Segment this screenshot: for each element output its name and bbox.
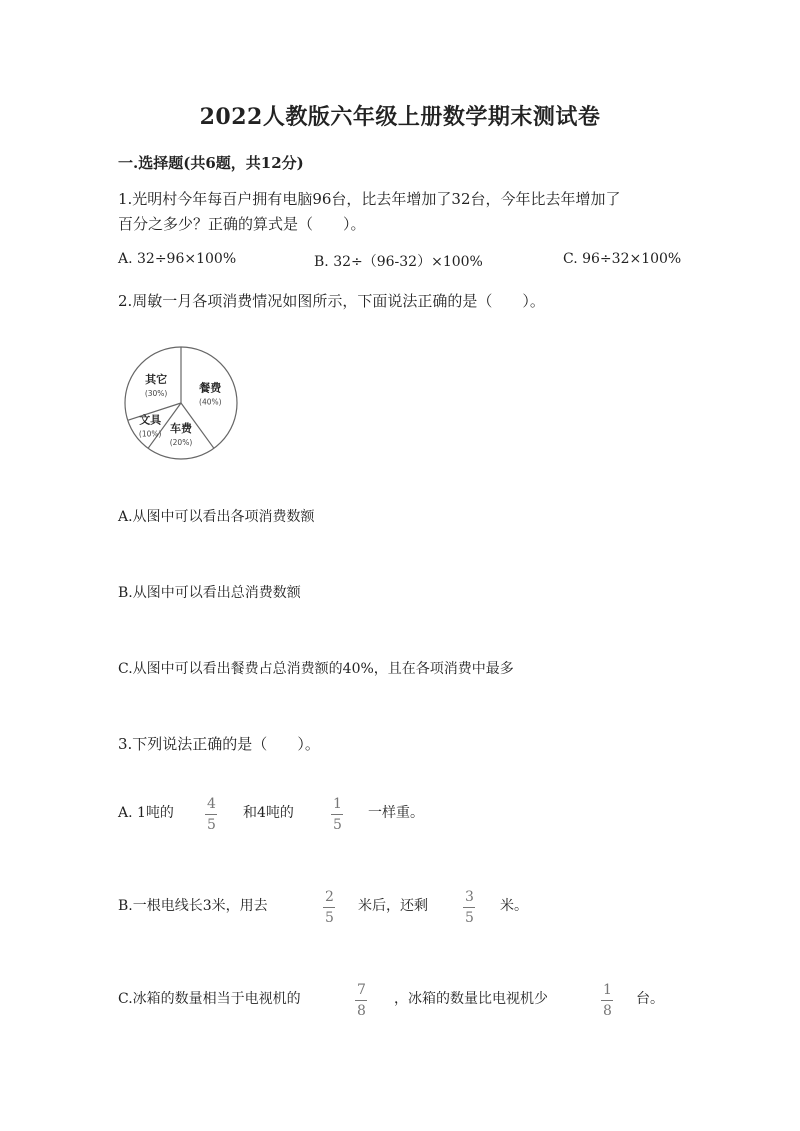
denominator: 5 [325, 910, 334, 926]
q3-option-b-part1: B.一根电线长3米，用去 [118, 898, 268, 914]
pie-slice-percent: (40%) [199, 397, 222, 407]
pie-chart [118, 340, 244, 466]
q3-option-c-part1: C.冰箱的数量相当于电视机的 [118, 991, 301, 1007]
section-heading: 一.选择题(共6题，共12分) [118, 154, 304, 172]
q3-option-a-fraction2 [330, 797, 345, 832]
denominator: 8 [603, 1003, 612, 1019]
q3-option-a-part1: A. 1吨的 [118, 805, 174, 821]
q3-option-a-part2: 和4吨的 [243, 805, 294, 821]
q1-option-a: A. 32÷96×100% [118, 251, 237, 267]
fraction-bar [205, 814, 217, 815]
q3-option-c-part2: ，冰箱的数量比电视机少 [394, 991, 548, 1007]
pie-slice-label: 餐费 [199, 381, 222, 395]
numerator: 4 [207, 796, 216, 812]
fraction-bar [355, 1000, 367, 1001]
q3-option-a-fraction1 [204, 797, 219, 832]
q3-option-b-part3: 米。 [500, 898, 528, 914]
q3-option-c-part3: 台。 [636, 991, 664, 1007]
numerator: 3 [465, 889, 474, 905]
numerator: 2 [325, 889, 334, 905]
fraction-bar [323, 907, 335, 908]
pie-slice-percent: (10%) [138, 429, 162, 439]
q1-option-c: C. 96÷32×100% [563, 251, 682, 267]
pie-slice-label: 车费 [170, 421, 192, 435]
denominator: 5 [465, 910, 474, 926]
q3-option-c-fraction1 [354, 983, 369, 1018]
pie-slice-percent: (20%) [169, 437, 193, 447]
numerator: 7 [357, 982, 366, 998]
q3-text: 3.下列说法正确的是（ ）。 [118, 735, 320, 753]
pie-slice-percent: (30%) [144, 388, 168, 398]
denominator: 8 [357, 1003, 366, 1019]
denominator: 5 [333, 817, 342, 833]
q3-option-b-fraction1 [322, 890, 337, 925]
fraction-bar [331, 814, 343, 815]
fraction-bar [601, 1000, 613, 1001]
numerator: 1 [603, 982, 612, 998]
pie-slice-label: 文具 [139, 413, 162, 427]
page-title: 2022人教版六年级上册数学期末测试卷 [199, 104, 601, 130]
numerator: 1 [333, 796, 342, 812]
q2-text: 2.周敏一月各项消费情况如图所示，下面说法正确的是（ ）。 [118, 292, 545, 310]
fraction-bar [463, 907, 475, 908]
denominator: 5 [207, 817, 216, 833]
q1-option-b: B. 32÷（96-32）×100% [314, 254, 483, 270]
q2-option-b: B.从图中可以看出总消费数额 [118, 585, 301, 601]
q3-option-c-fraction2 [600, 983, 615, 1018]
q3-option-a-part3: 一样重。 [368, 805, 424, 821]
q3-option-b-fraction2 [462, 890, 477, 925]
q1-text-line1: 1.光明村今年每百户拥有电脑96台，比去年增加了32台，今年比去年增加了 [118, 190, 621, 208]
q2-option-a: A.从图中可以看出各项消费数额 [118, 509, 315, 525]
q2-option-c: C.从图中可以看出餐费占总消费额的40%，且在各项消费中最多 [118, 661, 514, 677]
q1-text-line2: 百分之多少？正确的算式是（ ）。 [118, 215, 366, 233]
q3-option-b-part2: 米后，还剩 [358, 898, 428, 914]
pie-slice-label: 其它 [145, 372, 168, 386]
